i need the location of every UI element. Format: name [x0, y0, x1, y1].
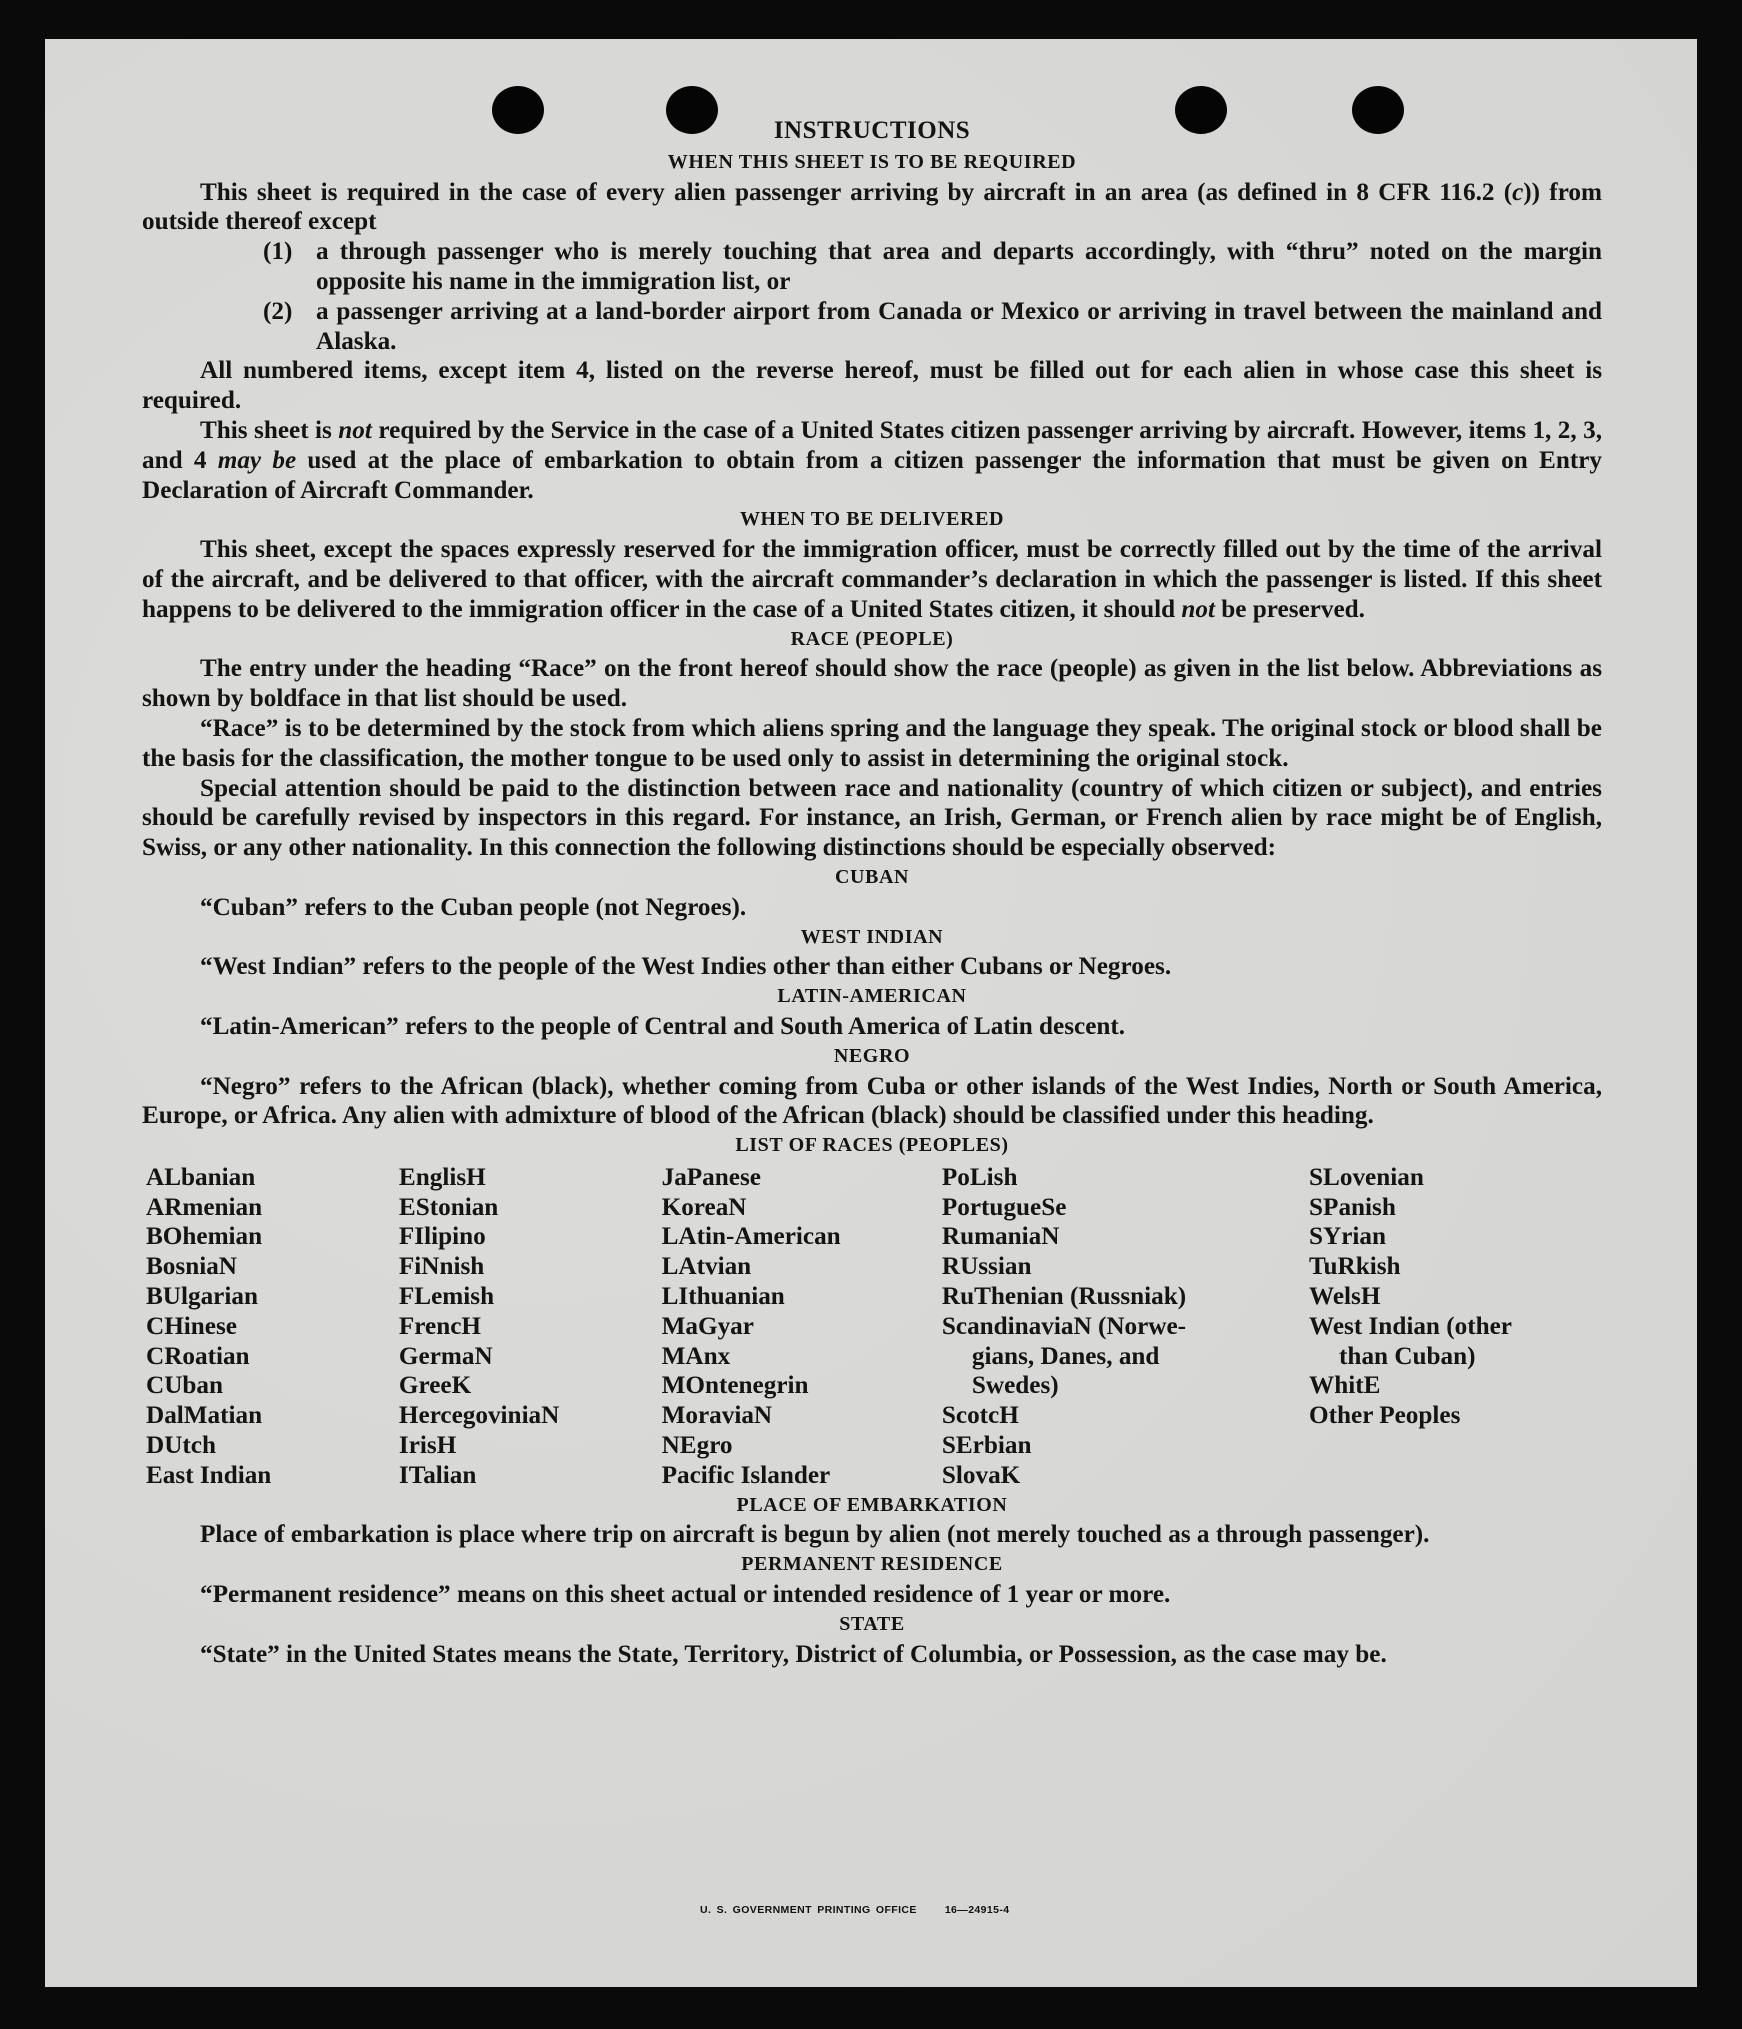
- printer-imprint: [700, 1904, 1010, 1916]
- race-entry: SLovenian: [1309, 1163, 1424, 1191]
- text: “West Indian” refers to the people of the West Indies other than either Cubans or Negroes.: [200, 953, 1172, 981]
- paragraph: [142, 1520, 1602, 1550]
- paragraph: [142, 178, 1602, 238]
- italic-text: may be: [217, 446, 297, 474]
- race-entry: SPanish: [1309, 1193, 1396, 1221]
- text: a passenger arriving at a land-border airport from Canada or Mexico or arriving in travel between the mainland and Alaska.: [316, 297, 1602, 355]
- paragraph: [142, 893, 1602, 923]
- race-entry: GermaN: [398, 1342, 493, 1370]
- page-title: INSTRUCTIONS: [773, 117, 971, 144]
- race-entry: gians, Danes, and: [971, 1342, 1160, 1370]
- race-entry: LAtin-American: [661, 1223, 841, 1251]
- race-entry: RUssian: [941, 1253, 1032, 1281]
- text: All numbered items, except item 4, listed on the reverse hereof, must be filled out for each alien in whose case this sheet is required.: [142, 357, 1602, 415]
- race-entry: ITalian: [398, 1461, 477, 1489]
- race-entry: ARmenian: [146, 1193, 263, 1221]
- text: This sheet is: [200, 416, 339, 444]
- italic-text: not: [338, 416, 372, 444]
- race-entry: NEgro: [661, 1432, 733, 1460]
- text: )) from outside thereof except: [142, 178, 1602, 236]
- race-entry: EnglisH: [398, 1163, 486, 1191]
- text: be preserved.: [1215, 595, 1365, 623]
- race-entry: ALbanian: [146, 1163, 256, 1191]
- race-entry: East Indian: [146, 1461, 272, 1489]
- race-column: [399, 1163, 662, 1491]
- race-entry: MaGyar: [661, 1312, 754, 1340]
- paragraph: [142, 952, 1602, 982]
- race-entry: KoreaN: [661, 1193, 747, 1221]
- exception-item: [142, 297, 1602, 357]
- race-entry: FLemish: [398, 1283, 495, 1311]
- race-column: [942, 1163, 1309, 1491]
- paragraph: [142, 714, 1602, 774]
- race-entry: West Indian (other: [1309, 1312, 1512, 1340]
- italic-text: c: [1512, 178, 1524, 206]
- race-entry: PortugueSe: [941, 1193, 1067, 1221]
- race-entry: LIthuanian: [661, 1283, 785, 1311]
- race-entry: WelsH: [1309, 1283, 1381, 1311]
- text: The entry under the heading “Race” on the front hereof should show the race (people) as given in the list below. Abbreviations as shown by boldface in that list should be used.: [142, 655, 1602, 713]
- race-column: [662, 1163, 942, 1491]
- paragraph: [142, 356, 1602, 416]
- section-heading: RACE (PEOPLE): [790, 627, 954, 650]
- instructions-content: [142, 116, 1602, 1669]
- race-entry: Swedes): [971, 1372, 1059, 1400]
- race-entry: FiNnish: [398, 1253, 485, 1281]
- section-heading: LATIN-AMERICAN: [777, 985, 967, 1008]
- paragraph: [142, 1640, 1602, 1670]
- text: used at the place of embarkation to obtain from a citizen passenger the information that must be given on Entry Declaration of Aircraft Commander.: [142, 446, 1602, 504]
- paragraph: [142, 1012, 1602, 1042]
- text: This sheet is required in the case of every alien passenger arriving by aircraft in an area (as defined in 8 CFR 116.2 (: [200, 178, 1513, 206]
- paragraph: [142, 416, 1602, 505]
- paragraph: [142, 535, 1602, 624]
- section-heading: LIST OF RACES (PEOPLES): [735, 1134, 1009, 1157]
- exception-item: [142, 237, 1602, 297]
- race-entry: PoLish: [941, 1163, 1018, 1191]
- paragraph: [142, 774, 1602, 863]
- race-entry: LAtvian: [661, 1253, 752, 1281]
- race-entry: IrisH: [398, 1432, 457, 1460]
- paragraph: [142, 1580, 1602, 1610]
- race-entry: SErbian: [941, 1432, 1032, 1460]
- race-entry: DalMatian: [146, 1402, 263, 1430]
- race-entry: BUlgarian: [146, 1283, 258, 1311]
- section-heading: STATE: [839, 1612, 905, 1635]
- race-entry: FIlipino: [398, 1223, 486, 1251]
- race-entry: BosniaN: [146, 1253, 237, 1281]
- printer-name: U. S. GOVERNMENT PRINTING OFFICE: [700, 1904, 917, 1916]
- race-column: [146, 1163, 399, 1491]
- race-entry: MoraviaN: [661, 1402, 773, 1430]
- race-entry: RuThenian (Russniak): [941, 1283, 1187, 1311]
- section-heading: WHEN THIS SHEET IS TO BE REQUIRED: [667, 150, 1077, 173]
- race-entry: GreeK: [398, 1372, 472, 1400]
- text: “Permanent residence” means on this sheet actual or intended residence of 1 year or more.: [200, 1581, 1171, 1609]
- race-column: [1309, 1163, 1602, 1491]
- race-entry: JaPanese: [661, 1163, 761, 1191]
- race-entry: MOntenegrin: [661, 1372, 809, 1400]
- race-entry: FrencH: [398, 1312, 481, 1340]
- text: Place of embarkation is place where trip on aircraft is begun by alien (not merely touched as a through passenger).: [200, 1521, 1430, 1549]
- text: a through passenger who is merely touching that area and departs accordingly, with “thru” noted on the margin opposite his name in the immigration list, or: [316, 238, 1602, 295]
- race-entry: RumaniaN: [941, 1223, 1060, 1251]
- race-entry: TuRkish: [1309, 1253, 1401, 1281]
- text: “Race” is to be determined by the stock from which aliens spring and the language they speak. The original stock or blood shall be the basis for the classification, the mother tongue to be used only to assist in determining the original stock.: [142, 714, 1602, 772]
- race-list: [146, 1163, 1602, 1491]
- race-entry: HercegoviniaN: [398, 1402, 560, 1430]
- race-entry: EStonian: [398, 1193, 499, 1221]
- section-heading: NEGRO: [833, 1044, 911, 1067]
- race-entry: CUban: [146, 1372, 223, 1400]
- paragraph: [142, 1072, 1602, 1132]
- text: “Cuban” refers to the Cuban people (not Negroes).: [200, 893, 747, 921]
- text: This sheet, except the spaces expressly reserved for the immigration officer, must be correctly filled out by the time of the arrival of the aircraft, and be delivered to that officer, with the aircraft commander’s declaration in which the passenger is listed. If this sheet happens to be delivered to the immigration officer in the case of a United States citizen, it should: [142, 536, 1602, 623]
- race-entry: Other Peoples: [1309, 1402, 1461, 1430]
- race-entry: Pacific Islander: [661, 1461, 831, 1489]
- race-entry: SlovaK: [941, 1461, 1021, 1489]
- text: “State” in the United States means the State, Territory, District of Columbia, or Possession, as the case may be.: [200, 1640, 1387, 1668]
- section-heading: PLACE OF EMBARKATION: [736, 1493, 1008, 1516]
- race-entry: BOhemian: [146, 1223, 263, 1251]
- race-entry: than Cuban): [1339, 1342, 1476, 1370]
- race-entry: ScotcH: [941, 1402, 1019, 1430]
- race-entry: DUtch: [146, 1432, 216, 1460]
- section-heading: WHEN TO BE DELIVERED: [739, 508, 1005, 531]
- race-entry: SYrian: [1309, 1223, 1387, 1251]
- paragraph: [142, 654, 1602, 714]
- section-heading: PERMANENT RESIDENCE: [741, 1553, 1003, 1576]
- text: “Negro” refers to the African (black), whether coming from Cuba or other islands of the West Indies, North or South America, Europe, or Africa. Any alien with admixture of blood of the African (black) should be classified under this heading.: [142, 1072, 1602, 1130]
- section-heading: CUBAN: [834, 865, 910, 888]
- race-entry: ScandinaviaN (Norwe-: [941, 1312, 1187, 1340]
- race-entry: CHinese: [146, 1312, 237, 1340]
- text: Special attention should be paid to the distinction between race and nationality (country of which citizen or subject), and entries should be carefully revised by inspectors in this regard. For instance, an Irish, German, or French alien by race might be of English, Swiss, or any other nationality. In this connection the following distinctions should be especially observed:: [142, 774, 1602, 862]
- text: required by the Service in the case of a United States citizen passenger arriving by aircraft. However, items 1, 2, 3, and 4: [142, 416, 1602, 474]
- form-number: 16—24915-4: [944, 1904, 1010, 1916]
- italic-text: not: [1181, 595, 1215, 623]
- text: “Latin-American” refers to the people of Central and South America of Latin descent.: [200, 1012, 1126, 1040]
- race-entry: MAnx: [661, 1342, 731, 1370]
- item-number: (2): [263, 297, 293, 325]
- race-entry: CRoatian: [146, 1342, 250, 1370]
- race-entry: WhitE: [1309, 1372, 1381, 1400]
- section-heading: WEST INDIAN: [800, 925, 944, 948]
- item-number: (1): [263, 238, 293, 266]
